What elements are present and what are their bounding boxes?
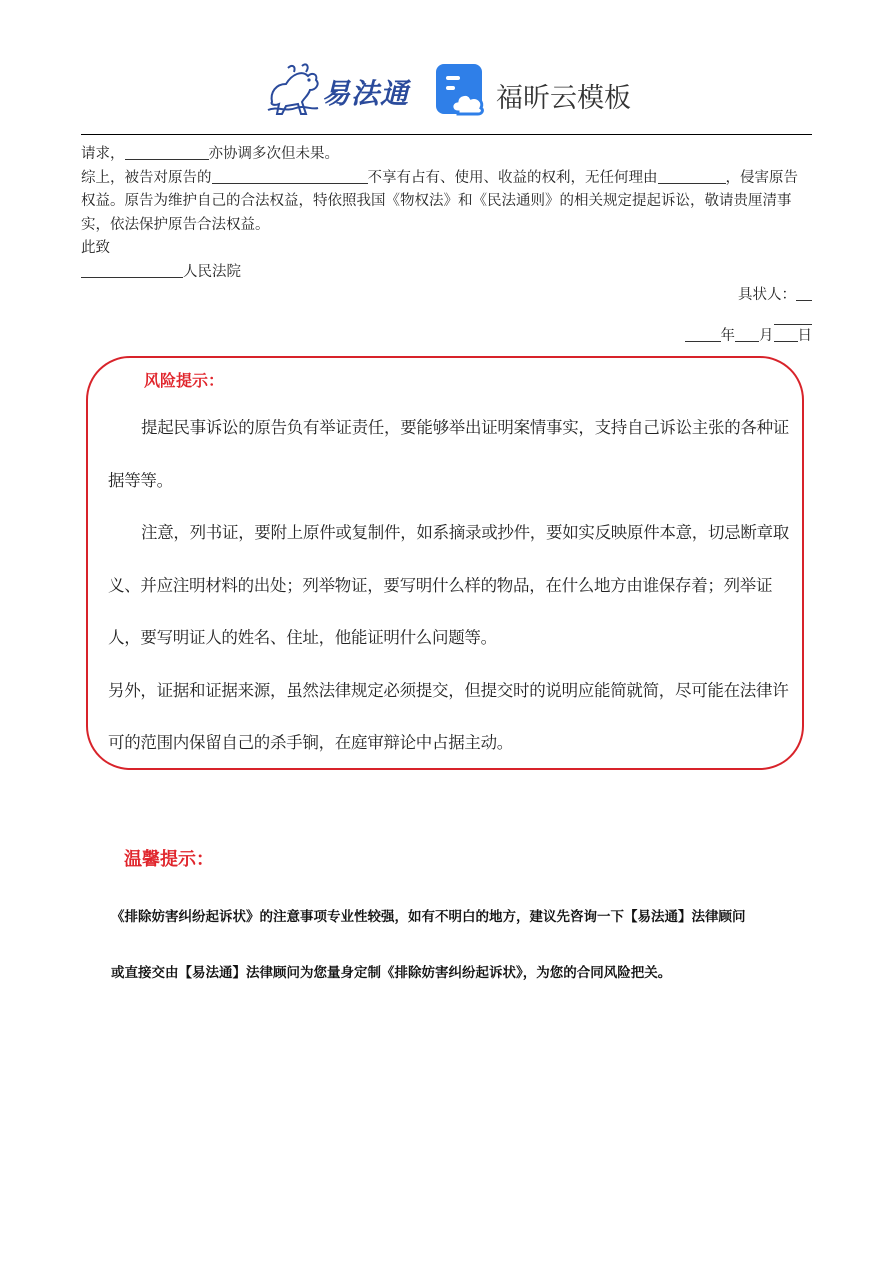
risk-warning-title: 风险提示： bbox=[144, 371, 225, 390]
page-header bbox=[0, 60, 893, 122]
fill-in-blank bbox=[658, 168, 726, 184]
fill-in-blank bbox=[125, 144, 209, 160]
risk-warning-body bbox=[108, 402, 798, 770]
date-day-label: 日 bbox=[797, 328, 812, 344]
conclusion-paragraph bbox=[81, 167, 812, 238]
request-line bbox=[81, 143, 812, 167]
signer-label: 具状人： bbox=[738, 287, 796, 303]
date-line bbox=[81, 325, 812, 349]
fill-in-blank bbox=[774, 309, 812, 325]
signer-line bbox=[81, 284, 812, 308]
fill-in-blank bbox=[796, 285, 812, 301]
warm-tips-title: 温馨提示： bbox=[124, 849, 214, 870]
tips-paragraph: 《排除妨害纠纷起诉状》的注意事项专业性较强，如有不明白的地方，建议先咨询一下【易法通】法律顾问 bbox=[111, 909, 746, 925]
conclusion-text-a: 综上，被告对原告的 bbox=[81, 169, 212, 186]
date-year-label: 年 bbox=[720, 328, 735, 344]
yifatong-logo bbox=[262, 60, 412, 120]
yifatong-logo-text: 易法通 bbox=[322, 77, 410, 110]
request-text: 请求， bbox=[81, 146, 125, 162]
cloud-document-app-icon bbox=[436, 64, 488, 116]
fill-in-blank bbox=[735, 326, 759, 342]
conclusion-text-c: ，侵害原告权益。原告为维护自己的合法权益，特依照我国《物权法》和《民法通则》的相关规定提起诉讼，敬请贵厘清事实，依法保护原告合法权益。 bbox=[81, 169, 798, 233]
fuxin-template-logo bbox=[436, 64, 636, 120]
header-divider bbox=[81, 134, 812, 135]
risk-paragraph: 另外，证据和证据来源，虽然法律规定必须提交，但提交时的说明应能简就简，尽可能在法律许可的范围内保留自己的杀手锏，在庭审辩论中占据主动。 bbox=[108, 680, 789, 752]
complaint-body bbox=[81, 143, 812, 349]
fill-in-blank bbox=[685, 326, 721, 342]
fill-in-blank bbox=[212, 168, 368, 184]
fuxin-template-logo-text: 福昕云模板 bbox=[496, 83, 631, 114]
court-line bbox=[81, 261, 812, 285]
warm-tips-body bbox=[81, 900, 812, 990]
qilin-horse-logo-icon bbox=[262, 62, 322, 118]
risk-paragraph: 注意，列书证，要附上原件或复制件，如系摘录或抄件，要如实反映原件本意，切忌断章取义、并应注明材料的出处；列举物证，要写明什么样的物品，在什么地方由谁保存着；列举证人，要写明证人的姓名、住址，他能证明什么问题等。 bbox=[108, 523, 790, 647]
salutation: 此致 bbox=[81, 240, 110, 256]
tips-paragraph: 或直接交由【易法通】法律顾问为您量身定制《排除妨害纠纷起诉状》，为您的合同风险把关。 bbox=[111, 965, 672, 981]
date-month-label: 月 bbox=[759, 328, 774, 344]
risk-paragraph: 提起民事诉讼的原告负有举证责任，要能够举出证明案情事实，支持自己诉讼主张的各种证据等等。 bbox=[108, 418, 790, 490]
risk-warning-box bbox=[86, 356, 804, 770]
request-text-end: 亦协调多次但未果。 bbox=[208, 146, 339, 162]
conclusion-text-b: 不享有占有、使用、收益的权利，无任何理由 bbox=[367, 169, 658, 186]
court-label: 人民法院 bbox=[183, 263, 241, 280]
fill-in-blank bbox=[81, 262, 183, 278]
fill-in-blank bbox=[774, 326, 798, 342]
